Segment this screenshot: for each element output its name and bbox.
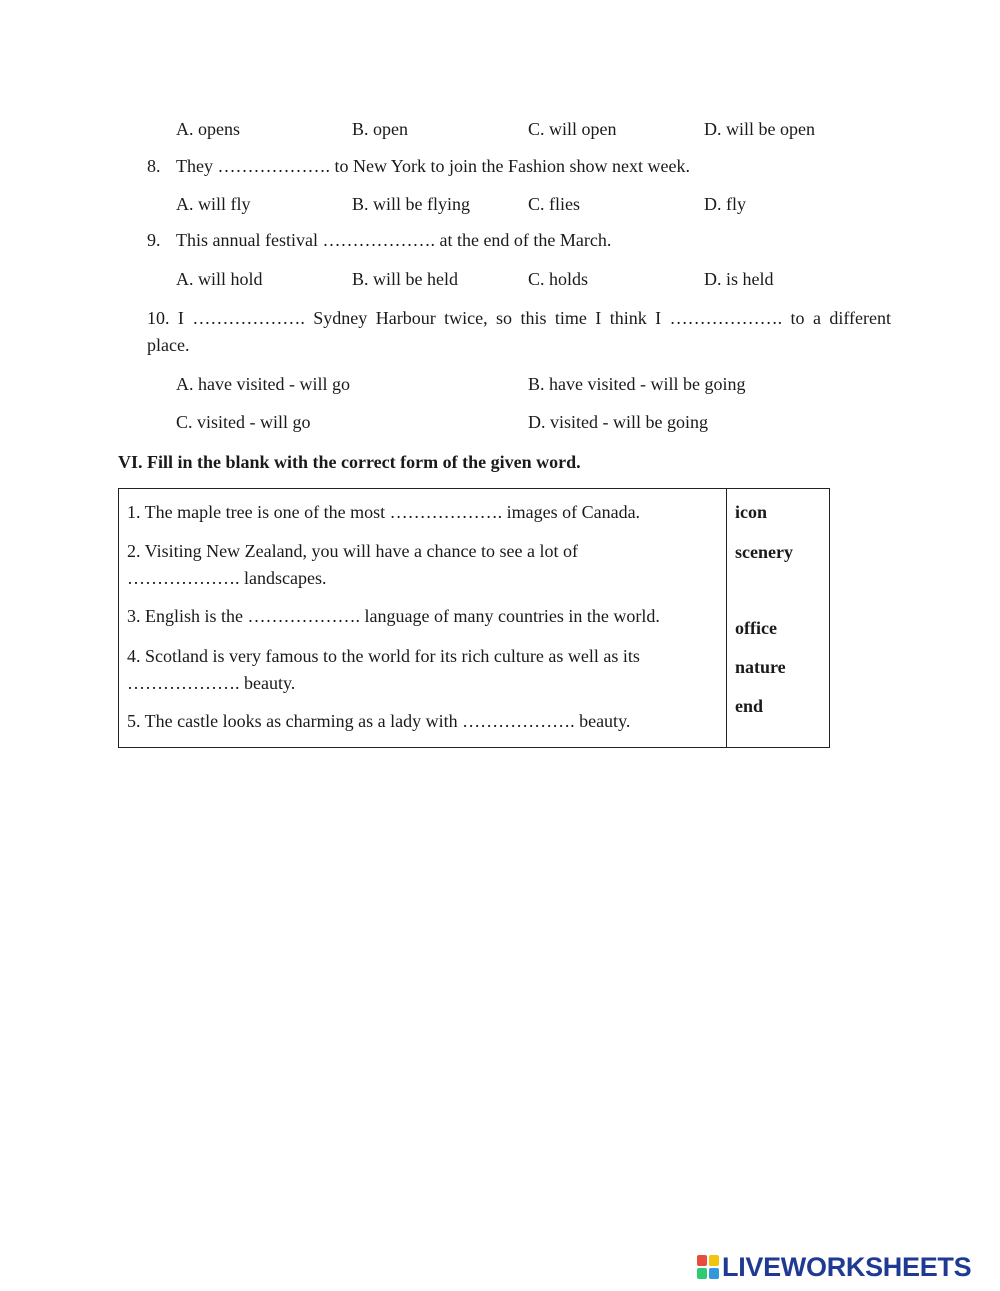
item-4-text-line2: ………………. beauty. bbox=[127, 673, 296, 693]
item-2-text-line1: 2. Visiting New Zealand, you will have a chance to see a lot of bbox=[127, 541, 578, 561]
word-nature: nature bbox=[735, 657, 786, 677]
item-1-text: 1. The maple tree is one of the most ………………. images of Canada. bbox=[127, 502, 641, 522]
q9-option-a: A. will hold bbox=[176, 269, 263, 289]
q7-option-b: B. open bbox=[352, 119, 408, 139]
q8-text: They ………………. to New York to join the Fashion show next week. bbox=[176, 156, 690, 176]
table-column-divider bbox=[726, 488, 727, 748]
word-icon: icon bbox=[735, 502, 768, 522]
q10-option-b: B. have visited - will be going bbox=[528, 374, 746, 394]
word-office: office bbox=[735, 618, 777, 638]
word-scenery: scenery bbox=[735, 542, 793, 562]
item-5-text: 5. The castle looks as charming as a lady with ………………. beauty. bbox=[127, 711, 631, 731]
q8-option-b: B. will be flying bbox=[352, 194, 470, 214]
q8-option-c: C. flies bbox=[528, 194, 580, 214]
q9-option-c: C. holds bbox=[528, 269, 589, 289]
q10-text-line2: place. bbox=[147, 335, 190, 355]
q9-number: 9. bbox=[147, 230, 161, 250]
q10-text-line1: 10. I ………………. Sydney Harbour twice, so this time I think I ………………. to a different bbox=[147, 308, 891, 328]
q8-option-a: A. will fly bbox=[176, 194, 251, 214]
q9-text: This annual festival ………………. at the end of the March. bbox=[176, 230, 612, 250]
q9-option-b: B. will be held bbox=[352, 269, 458, 289]
q10-option-a: A. have visited - will go bbox=[176, 374, 350, 394]
item-3-text: 3. English is the ………………. language of many countries in the world. bbox=[127, 606, 660, 626]
item-2-text-line2: ………………. landscapes. bbox=[127, 568, 327, 588]
q7-option-c: C. will open bbox=[528, 119, 617, 139]
liveworksheets-logo-icon bbox=[697, 1255, 719, 1279]
q8-number: 8. bbox=[147, 156, 161, 176]
q9-option-d: D. is held bbox=[704, 269, 774, 289]
item-4-text-line1: 4. Scotland is very famous to the world for its rich culture as well as its bbox=[127, 646, 640, 666]
word-end: end bbox=[735, 696, 764, 716]
q8-option-d: D. fly bbox=[704, 194, 746, 214]
liveworksheets-wordmark: LIVEWORKSHEETS bbox=[722, 1251, 972, 1282]
q7-option-d: D. will be open bbox=[704, 119, 815, 139]
q10-option-c: C. visited - will go bbox=[176, 412, 311, 432]
section-heading: VI. Fill in the blank with the correct form of the given word. bbox=[118, 452, 581, 472]
q10-option-d: D. visited - will be going bbox=[528, 412, 708, 432]
q7-option-a: A. opens bbox=[176, 119, 240, 139]
liveworksheets-brand bbox=[697, 1250, 971, 1284]
